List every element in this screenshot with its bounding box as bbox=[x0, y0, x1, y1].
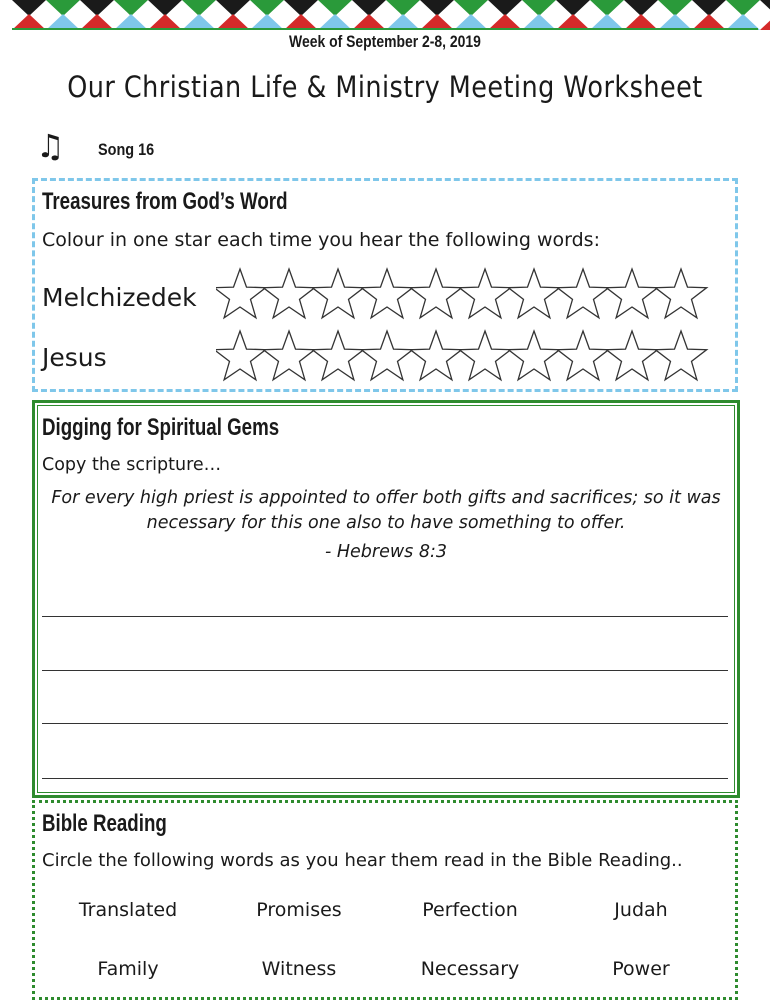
music-notes-icon: ♫ bbox=[36, 127, 65, 165]
star-outline[interactable] bbox=[216, 269, 266, 318]
star-row-melchizedek bbox=[216, 266, 716, 322]
border-triangle bbox=[148, 14, 182, 30]
border-baseline bbox=[12, 28, 758, 30]
page-title: Our Christian Life & Ministry Meeting Worksheet bbox=[67, 70, 703, 104]
writing-line[interactable] bbox=[42, 778, 728, 779]
star-outline[interactable] bbox=[655, 269, 706, 318]
border-triangle bbox=[386, 0, 420, 16]
week-heading: Week of September 2-8, 2019 bbox=[289, 32, 481, 51]
border-triangle bbox=[624, 14, 658, 30]
circle-word[interactable]: Necessary bbox=[420, 958, 520, 980]
border-triangle bbox=[12, 14, 46, 30]
circle-word[interactable]: Family bbox=[97, 958, 159, 980]
border-triangle bbox=[148, 0, 182, 16]
border-triangle bbox=[488, 14, 522, 30]
star-outline[interactable] bbox=[361, 269, 412, 318]
scripture-reference: - Hebrews 8:3 bbox=[324, 542, 448, 562]
bible-reading-instruction: Circle the following words as you hear them read in the Bible Reading.. bbox=[42, 850, 683, 871]
border-triangle bbox=[726, 0, 760, 16]
star-outline[interactable] bbox=[557, 269, 608, 318]
star-outline[interactable] bbox=[312, 331, 363, 380]
treasures-heading: Treasures from God’s Word bbox=[42, 188, 288, 215]
border-triangle bbox=[658, 14, 692, 30]
border-triangle bbox=[420, 0, 454, 16]
star-outline[interactable] bbox=[459, 331, 510, 380]
gems-heading: Digging for Spiritual Gems bbox=[42, 414, 280, 441]
star-outline[interactable] bbox=[557, 331, 608, 380]
border-triangle bbox=[488, 0, 522, 16]
border-triangle bbox=[318, 14, 352, 30]
border-triangle bbox=[760, 14, 770, 30]
decorative-diamond-border bbox=[0, 0, 770, 30]
border-triangle bbox=[522, 14, 556, 30]
gems-instruction: Copy the scripture… bbox=[42, 455, 222, 475]
circle-word[interactable]: Promises bbox=[256, 899, 342, 921]
border-triangle bbox=[80, 14, 114, 30]
border-triangle bbox=[182, 14, 216, 30]
border-triangle bbox=[216, 0, 250, 16]
star-outline[interactable] bbox=[508, 269, 559, 318]
border-triangle bbox=[386, 14, 420, 30]
writing-line[interactable] bbox=[42, 723, 728, 724]
star-outline[interactable] bbox=[361, 331, 412, 380]
border-triangle bbox=[624, 0, 658, 16]
border-triangle bbox=[726, 14, 760, 30]
circle-word[interactable]: Witness bbox=[261, 958, 337, 980]
border-triangle bbox=[250, 0, 284, 16]
star-outline[interactable] bbox=[655, 331, 706, 380]
border-triangle bbox=[454, 14, 488, 30]
border-triangle bbox=[590, 14, 624, 30]
border-triangle bbox=[658, 0, 692, 16]
circle-word[interactable]: Perfection bbox=[422, 899, 518, 921]
writing-line[interactable] bbox=[42, 670, 728, 671]
scripture-text: For every high priest is appointed to offer both gifts and sacrifices; so it was necessary for this one also to have something to offer. bbox=[51, 488, 721, 533]
border-triangle bbox=[352, 14, 386, 30]
border-triangle bbox=[216, 14, 250, 30]
border-triangle bbox=[114, 0, 148, 16]
border-triangle bbox=[352, 0, 386, 16]
star-row-jesus bbox=[216, 328, 716, 384]
border-triangle bbox=[114, 14, 148, 30]
border-triangle bbox=[556, 14, 590, 30]
border-triangle bbox=[46, 0, 80, 16]
song-label: Song 16 bbox=[98, 140, 155, 159]
star-outline[interactable] bbox=[263, 331, 314, 380]
bible-reading-heading: Bible Reading bbox=[42, 810, 167, 837]
star-outline[interactable] bbox=[606, 269, 657, 318]
border-triangle bbox=[284, 0, 318, 16]
word-label-melchizedek: Melchizedek bbox=[42, 283, 197, 312]
border-triangle bbox=[760, 0, 770, 16]
border-triangle bbox=[318, 0, 352, 16]
border-triangle bbox=[12, 0, 46, 16]
star-outline[interactable] bbox=[410, 331, 461, 380]
border-triangle bbox=[556, 0, 590, 16]
writing-line[interactable] bbox=[42, 616, 728, 617]
star-outline[interactable] bbox=[508, 331, 559, 380]
border-triangle bbox=[182, 0, 216, 16]
star-outline[interactable] bbox=[263, 269, 314, 318]
border-triangle bbox=[250, 14, 284, 30]
star-outline[interactable] bbox=[312, 269, 363, 318]
star-outline[interactable] bbox=[410, 269, 461, 318]
circle-word[interactable]: Power bbox=[612, 958, 670, 980]
star-outline[interactable] bbox=[606, 331, 657, 380]
border-triangle bbox=[80, 0, 114, 16]
border-triangle bbox=[692, 0, 726, 16]
treasures-instruction: Colour in one star each time you hear the following words: bbox=[42, 229, 600, 251]
star-outline[interactable] bbox=[459, 269, 510, 318]
word-label-jesus: Jesus bbox=[42, 343, 107, 372]
circle-word[interactable]: Judah bbox=[614, 899, 668, 921]
border-triangle bbox=[590, 0, 624, 16]
border-triangle bbox=[46, 14, 80, 30]
star-outline[interactable] bbox=[216, 331, 266, 380]
border-triangle bbox=[284, 14, 318, 30]
circle-word[interactable]: Translated bbox=[78, 899, 178, 921]
border-triangle bbox=[522, 0, 556, 16]
border-triangle bbox=[420, 14, 454, 30]
border-triangle bbox=[454, 0, 488, 16]
border-triangle bbox=[692, 14, 726, 30]
